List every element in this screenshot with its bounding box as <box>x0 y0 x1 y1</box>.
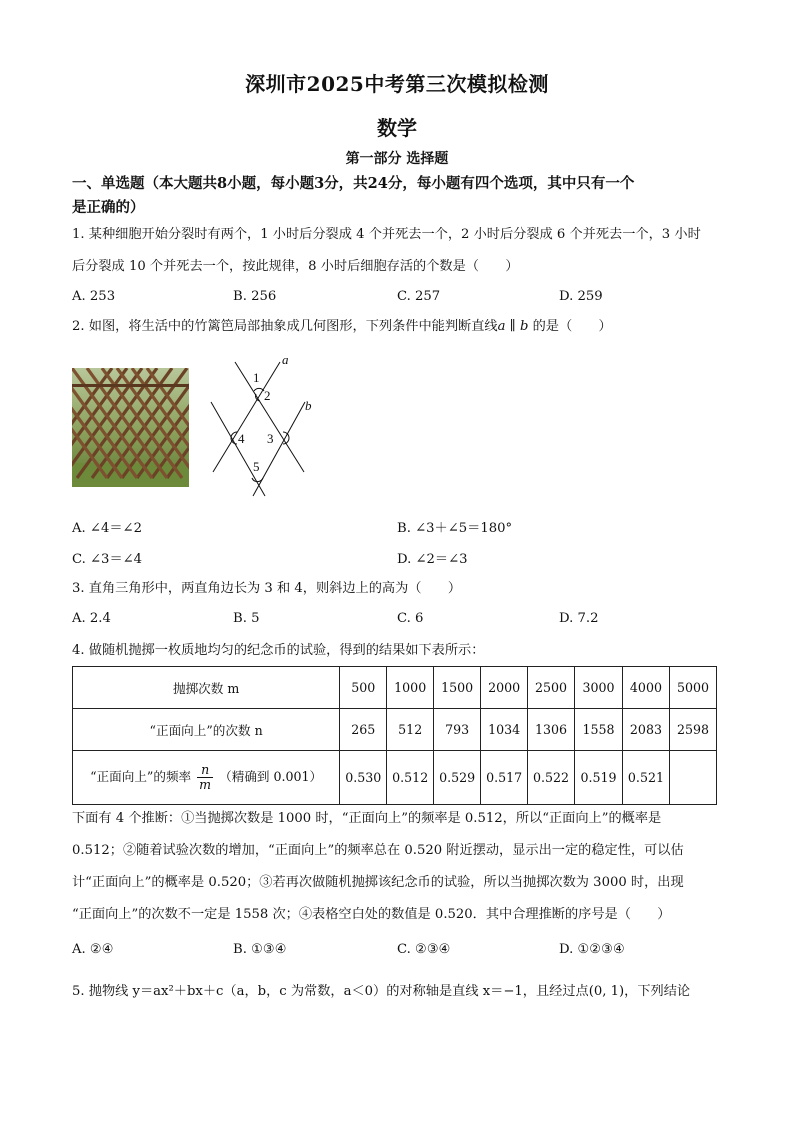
q4-option-c: C. ②③④ <box>397 942 451 957</box>
section-heading <box>72 172 732 220</box>
label-a: a <box>282 352 289 367</box>
row-label-frequency: “正面向上”的频率 $\frac{n}{m}$ （精确到 0.001） <box>73 751 340 805</box>
table-cell: 2083 <box>622 709 669 751</box>
table-cell: 0.522 <box>528 751 575 805</box>
table-row-throws <box>73 667 717 709</box>
label-2: 2 <box>264 388 271 403</box>
q4-option-d: D. ①②③④ <box>559 942 625 957</box>
table-row-heads <box>73 709 717 751</box>
row-label-heads: “正面向上”的次数 n <box>73 709 340 751</box>
q2-option-a: A. ∠4＝∠2 <box>72 521 142 536</box>
q3-option-a: A. 2.4 <box>72 611 111 626</box>
q1-option-c: C. 257 <box>397 289 441 304</box>
question-4-inferences <box>72 803 732 931</box>
label-3: 3 <box>267 431 274 446</box>
table-cell: 500 <box>340 667 387 709</box>
table-cell: 1034 <box>481 709 528 751</box>
line-b <box>253 402 305 496</box>
q4-option-b: B. ①③④ <box>233 942 287 957</box>
q4-text-line4: “正面向上”的次数不一定是 1558 次；④表格空白处的数值是 0.520．其中合理推断的序号是（ ） <box>72 907 671 922</box>
table-cell: 512 <box>387 709 434 751</box>
q4-option-a: A. ②④ <box>72 942 114 957</box>
table-cell: 1558 <box>575 709 623 751</box>
question-4-options <box>72 942 732 966</box>
table-cell: 793 <box>434 709 481 751</box>
q3-option-b: B. 5 <box>233 611 260 626</box>
coin-toss-table <box>72 666 717 805</box>
table-cell: 1306 <box>528 709 575 751</box>
table-cell: 0.519 <box>575 751 623 805</box>
question-1-line2: 后分裂成 10 个并死去一个，按此规律，8 小时后细胞存活的个数是（ ） <box>72 259 519 274</box>
question-1-stem <box>72 219 724 283</box>
table-cell: 0.530 <box>340 751 387 805</box>
exam-title: 深圳市2025中考第三次模拟检测 <box>245 72 549 96</box>
q3-option-d: D. 7.2 <box>559 611 599 626</box>
question-3-stem: 3. 直角三角形中，两直角边长为 3 和 4，则斜边上的高为（ ） <box>72 581 462 596</box>
section-heading-line1: 一、单选题（本大题共8小题，每小题3分，共24分，每小题有四个选项，其中只有一个 <box>72 175 635 192</box>
table-cell: 265 <box>340 709 387 751</box>
subject-title: 数学 <box>377 116 417 140</box>
q4-text-line3: 计“正面向上”的概率是 0.520；③若再次做随机抛掷该纪念币的试验，所以当抛掷次数为 3000 时，出现 <box>72 875 684 890</box>
row-label-throws: 抛掷次数 m <box>73 667 340 709</box>
table-cell-blank <box>669 751 716 805</box>
parallel-lines-figure <box>205 350 325 500</box>
table-cell: 2598 <box>669 709 716 751</box>
angle-3-arc <box>283 432 289 444</box>
question-2-options-row2 <box>72 548 732 572</box>
question-5-stem: 5. 抛物线 y＝ax²＋bx＋c（a，b，c 为常数，a＜0）的对称轴是直线 x＝−1，且经过点(0, 1)，下列结论 <box>72 984 691 999</box>
q1-option-d: D. 259 <box>559 289 603 304</box>
q4-text-line2: 0.512；②随着试验次数的增加，“正面向上”的频率总在 0.520 附近摆动，显示出一定的稳定性，可以估 <box>72 843 684 858</box>
question-1-line1: 1. 某种细胞开始分裂时有两个，1 小时后分裂成 4 个并死去一个，2 小时后分裂成 6 个并死去一个，3 小时 <box>72 227 701 242</box>
table-cell: 0.529 <box>434 751 481 805</box>
q1-option-b: B. 256 <box>233 289 277 304</box>
label-1: 1 <box>253 370 260 385</box>
table-cell: 3000 <box>575 667 623 709</box>
part-heading: 第一部分 选择题 <box>345 151 449 167</box>
bamboo-fence-photo <box>72 368 189 487</box>
table-cell: 1500 <box>434 667 481 709</box>
table-cell: 2000 <box>481 667 528 709</box>
q2-option-b: B. ∠3＋∠5＝180° <box>397 521 513 536</box>
q1-option-a: A. 253 <box>72 289 116 304</box>
table-cell: 0.512 <box>387 751 434 805</box>
question-2-options-row1 <box>72 517 732 541</box>
table-cell: 4000 <box>622 667 669 709</box>
table-cell: 1000 <box>387 667 434 709</box>
table-cell: 0.517 <box>481 751 528 805</box>
question-1-options <box>72 289 732 313</box>
table-cell: 0.521 <box>622 751 669 805</box>
question-2-stem: 2. 如图，将生活中的竹篱笆局部抽象成几何图形，下列条件中能判断直线a ∥ b 的是（ ） <box>72 319 612 334</box>
q2-option-c: C. ∠3＝∠4 <box>72 552 143 567</box>
label-4: 4 <box>238 431 245 446</box>
q3-option-c: C. 6 <box>397 611 424 626</box>
question-3-options <box>72 611 732 635</box>
section-heading-line2: 是正确的） <box>72 199 145 216</box>
q4-text-line1: 下面有 4 个推断：①当抛掷次数是 1000 时，“正面向上”的频率是 0.512，所以“正面向上”的概率是 <box>72 811 662 826</box>
label-b: b <box>305 398 312 413</box>
table-cell: 2500 <box>528 667 575 709</box>
q2-option-d: D. ∠2＝∠3 <box>397 552 468 567</box>
table-cell: 5000 <box>669 667 716 709</box>
question-4-stem: 4. 做随机抛掷一枚质地均匀的纪念币的试验，得到的结果如下表所示： <box>72 643 485 658</box>
table-row-frequency <box>73 751 717 805</box>
fraction-n-over-m: $\frac{n}{m}$ <box>199 762 212 792</box>
label-5: 5 <box>253 459 260 474</box>
